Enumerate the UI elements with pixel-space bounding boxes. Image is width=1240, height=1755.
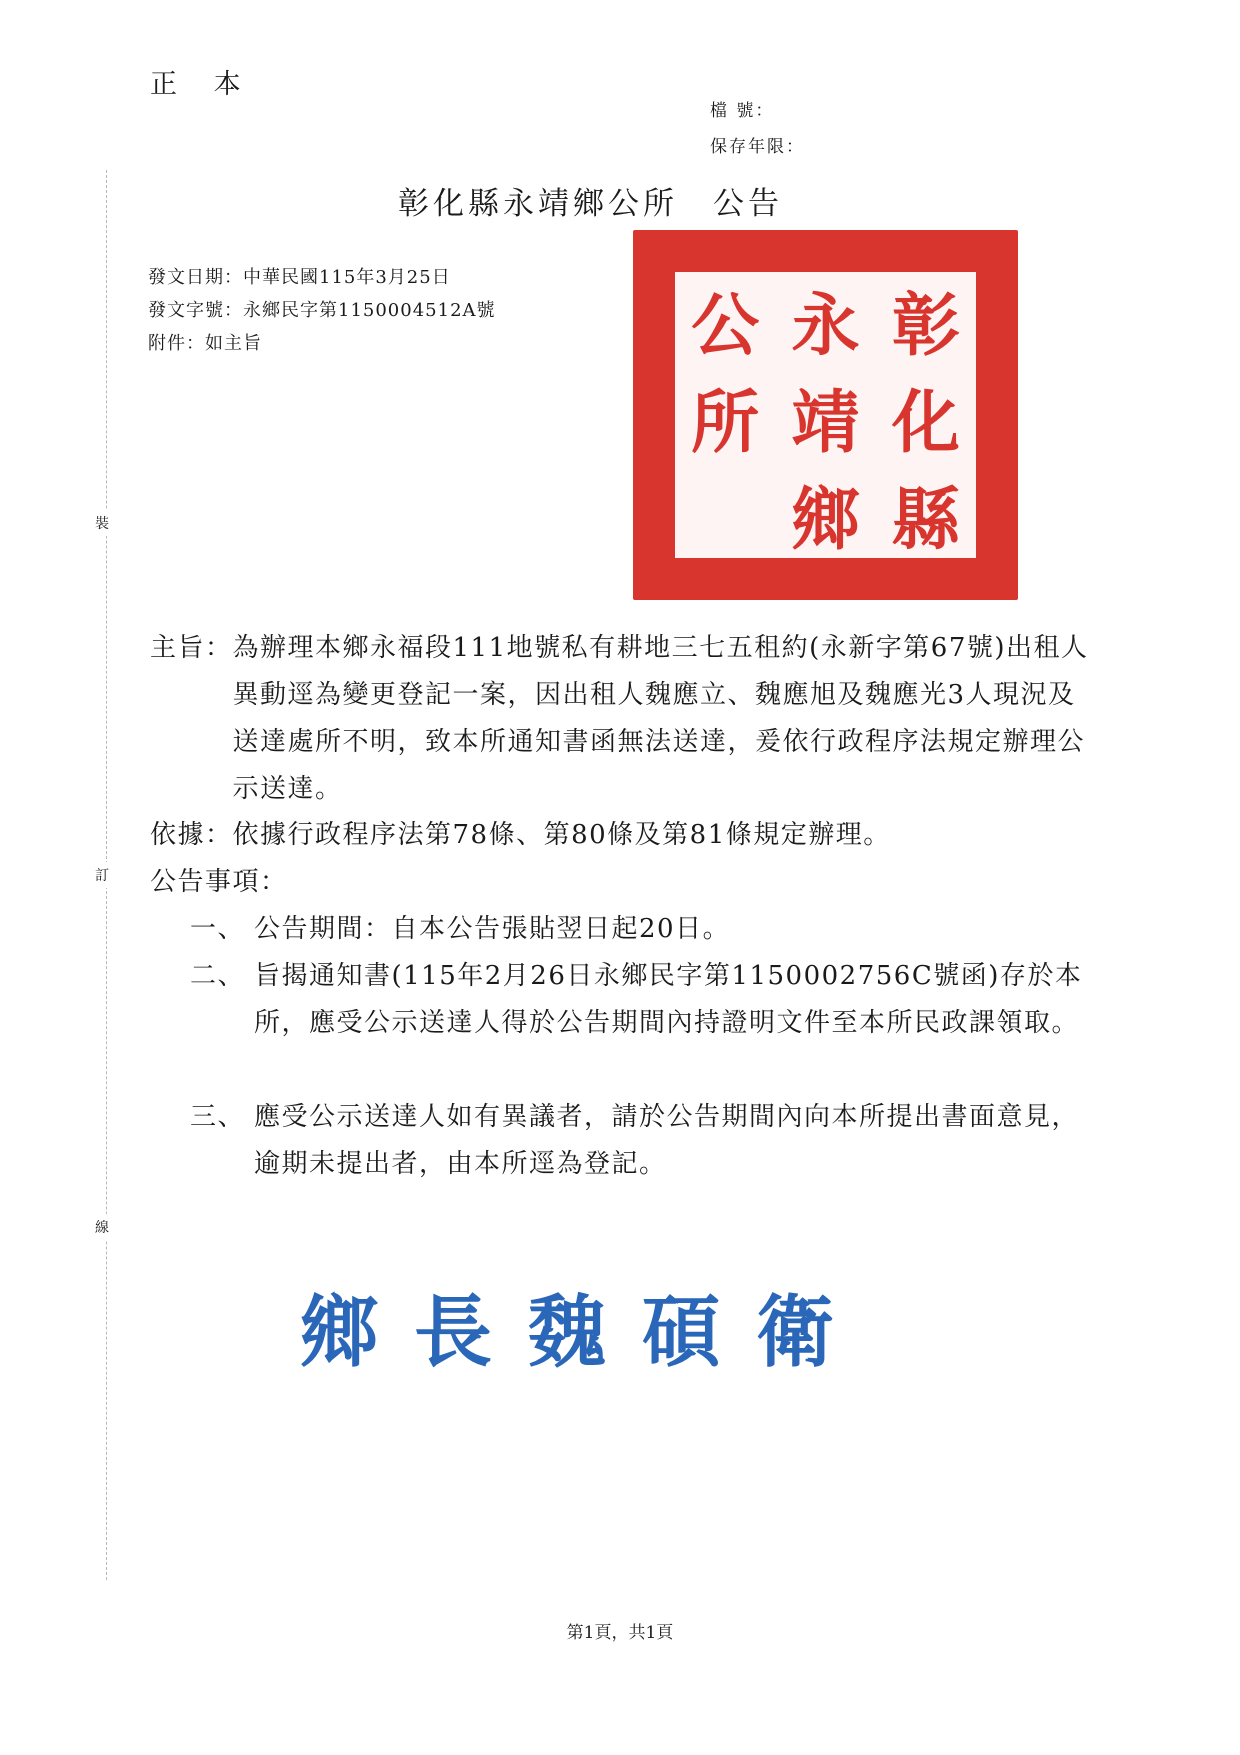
basis-row bbox=[150, 812, 1100, 859]
subject-label: 主旨： bbox=[150, 633, 233, 663]
seal-character: 彰 bbox=[891, 286, 960, 366]
basis-label: 依據： bbox=[150, 820, 233, 850]
item-number: 三、 bbox=[190, 1102, 246, 1132]
seal-character: 公 bbox=[691, 286, 760, 366]
item-text: 公告期間：自本公告張貼翌日起20日。 bbox=[254, 914, 731, 944]
file-number-field: 檔 號： bbox=[710, 101, 775, 121]
subject-row bbox=[150, 625, 1100, 813]
announcement-item bbox=[190, 1094, 1095, 1188]
mayor-signature-stamp: 鄉長魏碩衛 bbox=[300, 1287, 871, 1378]
seal-character: 鄉 bbox=[791, 480, 860, 560]
seal-inner bbox=[675, 272, 976, 558]
seal-character: 靖 bbox=[791, 383, 860, 463]
binding-mark: 裝 bbox=[95, 510, 109, 536]
seal-character: 縣 bbox=[891, 480, 960, 560]
issue-date: 發文日期：中華民國115年3月25日 bbox=[148, 267, 451, 288]
seal-character: 化 bbox=[891, 383, 960, 463]
announcement-items-heading bbox=[150, 859, 1100, 906]
seal-character: 所 bbox=[691, 383, 760, 463]
retention-period-field: 保存年限： bbox=[710, 137, 805, 157]
page-indicator: 第1頁，共1頁 bbox=[566, 1623, 674, 1643]
announcement-item bbox=[190, 953, 1095, 1047]
item-number: 一、 bbox=[190, 914, 246, 944]
seal-character: 永 bbox=[791, 286, 860, 366]
attachment-note: 附件：如主旨 bbox=[148, 333, 262, 354]
binding-mark: 訂 bbox=[95, 862, 109, 888]
binding-mark: 線 bbox=[95, 1214, 109, 1240]
official-seal bbox=[633, 230, 1018, 600]
copy-label: 正 本 bbox=[150, 69, 255, 100]
document-title: 彰化縣永靖鄉公所 公告 bbox=[398, 186, 783, 222]
item-number: 二、 bbox=[190, 961, 246, 991]
items-label: 公告事項： bbox=[150, 867, 288, 897]
announcement-item bbox=[190, 906, 1095, 953]
item-text: 旨揭通知書(115年2月26日永鄉民字第1150002756C號函)存於本所，應受公示送達人得於公告期間內持證明文件至本所民政課領取。 bbox=[254, 961, 1083, 1038]
subject-text: 為辦理本鄉永福段111地號私有耕地三七五租約(永新字第67號)出租人異動逕為變更登記一案，因出租人魏應立、魏應旭及魏應光3人現況及送達處所不明，致本所通知書函無法送達，爰依行政程序法規定辦理公示送達。 bbox=[232, 633, 1089, 804]
item-text: 應受公示送達人如有異議者，請於公告期間內向本所提出書面意見，逾期未提出者，由本所逕為登記。 bbox=[254, 1102, 1080, 1179]
document-number: 發文字號：永鄉民字第1150004512A號 bbox=[148, 300, 496, 321]
basis-text: 依據行政程序法第78條、第80條及第81條規定辦理。 bbox=[232, 820, 891, 850]
